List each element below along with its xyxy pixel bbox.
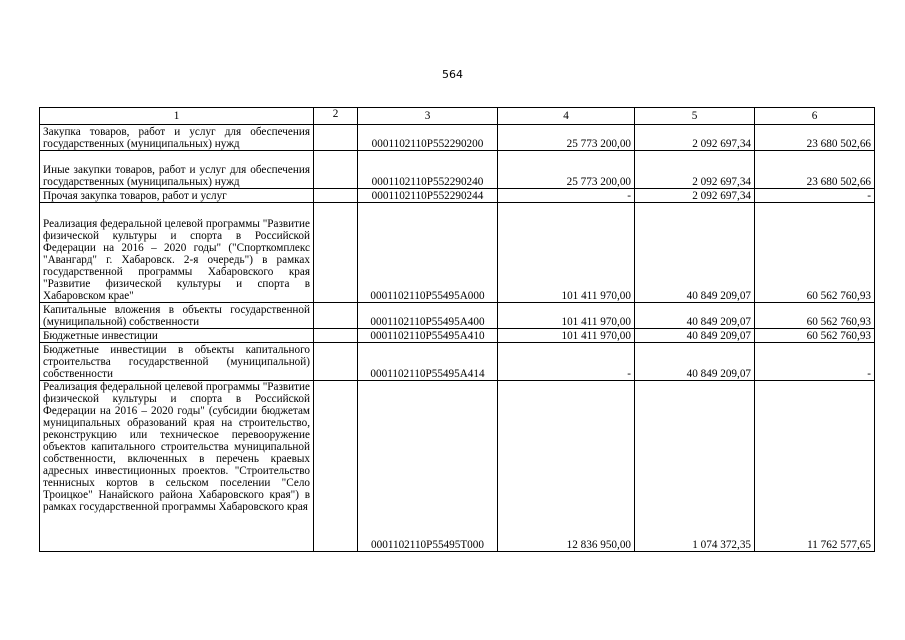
row-col5: 40 849 209,07 — [635, 329, 755, 343]
column-header-6: 6 — [755, 108, 875, 125]
row-col2 — [314, 343, 358, 381]
row-col5: 2 092 697,34 — [635, 125, 755, 151]
row-col2 — [314, 189, 358, 203]
row-col5: 40 849 209,07 — [635, 203, 755, 303]
row-name: Прочая закупка товаров, работ и услуг — [40, 189, 314, 203]
row-col5: 2 092 697,34 — [635, 151, 755, 189]
row-code: 0001102110P552290244 — [358, 189, 498, 203]
row-col6: 60 562 760,93 — [755, 203, 875, 303]
row-col5: 40 849 209,07 — [635, 343, 755, 381]
row-col6: 11 762 577,65 — [755, 381, 875, 552]
row-name: Иные закупки товаров, работ и услуг для обеспечения государственных (муниципальных) нужд — [40, 151, 314, 189]
row-col4: 101 411 970,00 — [498, 203, 635, 303]
table-row — [40, 343, 875, 381]
row-code: 0001102110P552290240 — [358, 151, 498, 189]
row-code: 0001102110P552290200 — [358, 125, 498, 151]
row-col4: 25 773 200,00 — [498, 151, 635, 189]
row-name: Реализация федеральной целевой программы "Развитие физической культуры и спорта в Российской Федерации на 2016 – 2020 годы" (субсидии бюджетам муниципальных образований края на строительство, реконструкцию или техническое перевооружение объектов капитального строительства муниципальной собственности, включенных в перечень краевых адресных инвестиционных проектов. "Строительство теннисных кортов в сельском поселении "Село Троицкое" Нанайского района Хабаровского края") в рамках государственной программы Хабаровского края — [40, 381, 314, 552]
column-header-1: 1 — [40, 108, 314, 125]
column-header-3: 3 — [358, 108, 498, 125]
row-col4: 25 773 200,00 — [498, 125, 635, 151]
table-row — [40, 303, 875, 329]
table-row — [40, 189, 875, 203]
table-row — [40, 125, 875, 151]
row-code: 0001102110P55495T000 — [358, 381, 498, 552]
row-name: Закупка товаров, работ и услуг для обеспечения государственных (муниципальных) нужд — [40, 125, 314, 151]
column-header-4: 4 — [498, 108, 635, 125]
row-col6: 23 680 502,66 — [755, 125, 875, 151]
row-col4: - — [498, 189, 635, 203]
row-col2 — [314, 151, 358, 189]
row-col4: 101 411 970,00 — [498, 303, 635, 329]
table-row — [40, 151, 875, 189]
row-col5: 40 849 209,07 — [635, 303, 755, 329]
table-header-row — [40, 108, 875, 125]
table-row — [40, 203, 875, 303]
row-code: 0001102110P55495A000 — [358, 203, 498, 303]
row-code: 0001102110P55495A410 — [358, 329, 498, 343]
row-col6: - — [755, 189, 875, 203]
row-name: Бюджетные инвестиции — [40, 329, 314, 343]
row-code: 0001102110P55495A400 — [358, 303, 498, 329]
table-row — [40, 329, 875, 343]
row-name: Бюджетные инвестиции в объекты капитального строительства государственной (муниципальной) собственности — [40, 343, 314, 381]
row-col4: 12 836 950,00 — [498, 381, 635, 552]
row-col6: 23 680 502,66 — [755, 151, 875, 189]
row-col2 — [314, 125, 358, 151]
row-col6: 60 562 760,93 — [755, 303, 875, 329]
row-col2 — [314, 203, 358, 303]
row-name: Капитальные вложения в объекты государственной (муниципальной) собственности — [40, 303, 314, 329]
row-col4: 101 411 970,00 — [498, 329, 635, 343]
row-code: 0001102110P55495A414 — [358, 343, 498, 381]
row-col2 — [314, 329, 358, 343]
row-col2 — [314, 381, 358, 552]
page-number: 564 — [442, 68, 463, 81]
row-name: Реализация федеральной целевой программы "Развитие физической культуры и спорта в Российской Федерации на 2016 – 2020 годы" ("Спорткомплекс "Авангард" г. Хабаровск. 2-я очередь") в рамках государственной программы Хабаровского края "Развитие физической культуры и спорта в Хабаровском крае" — [40, 203, 314, 303]
table-row — [40, 381, 875, 552]
row-col6: 60 562 760,93 — [755, 329, 875, 343]
column-header-5: 5 — [635, 108, 755, 125]
column-header-2: 2 — [314, 108, 358, 125]
row-col6: - — [755, 343, 875, 381]
row-col5: 2 092 697,34 — [635, 189, 755, 203]
row-col4: - — [498, 343, 635, 381]
budget-table — [39, 107, 875, 552]
row-col5: 1 074 372,35 — [635, 381, 755, 552]
row-col2 — [314, 303, 358, 329]
